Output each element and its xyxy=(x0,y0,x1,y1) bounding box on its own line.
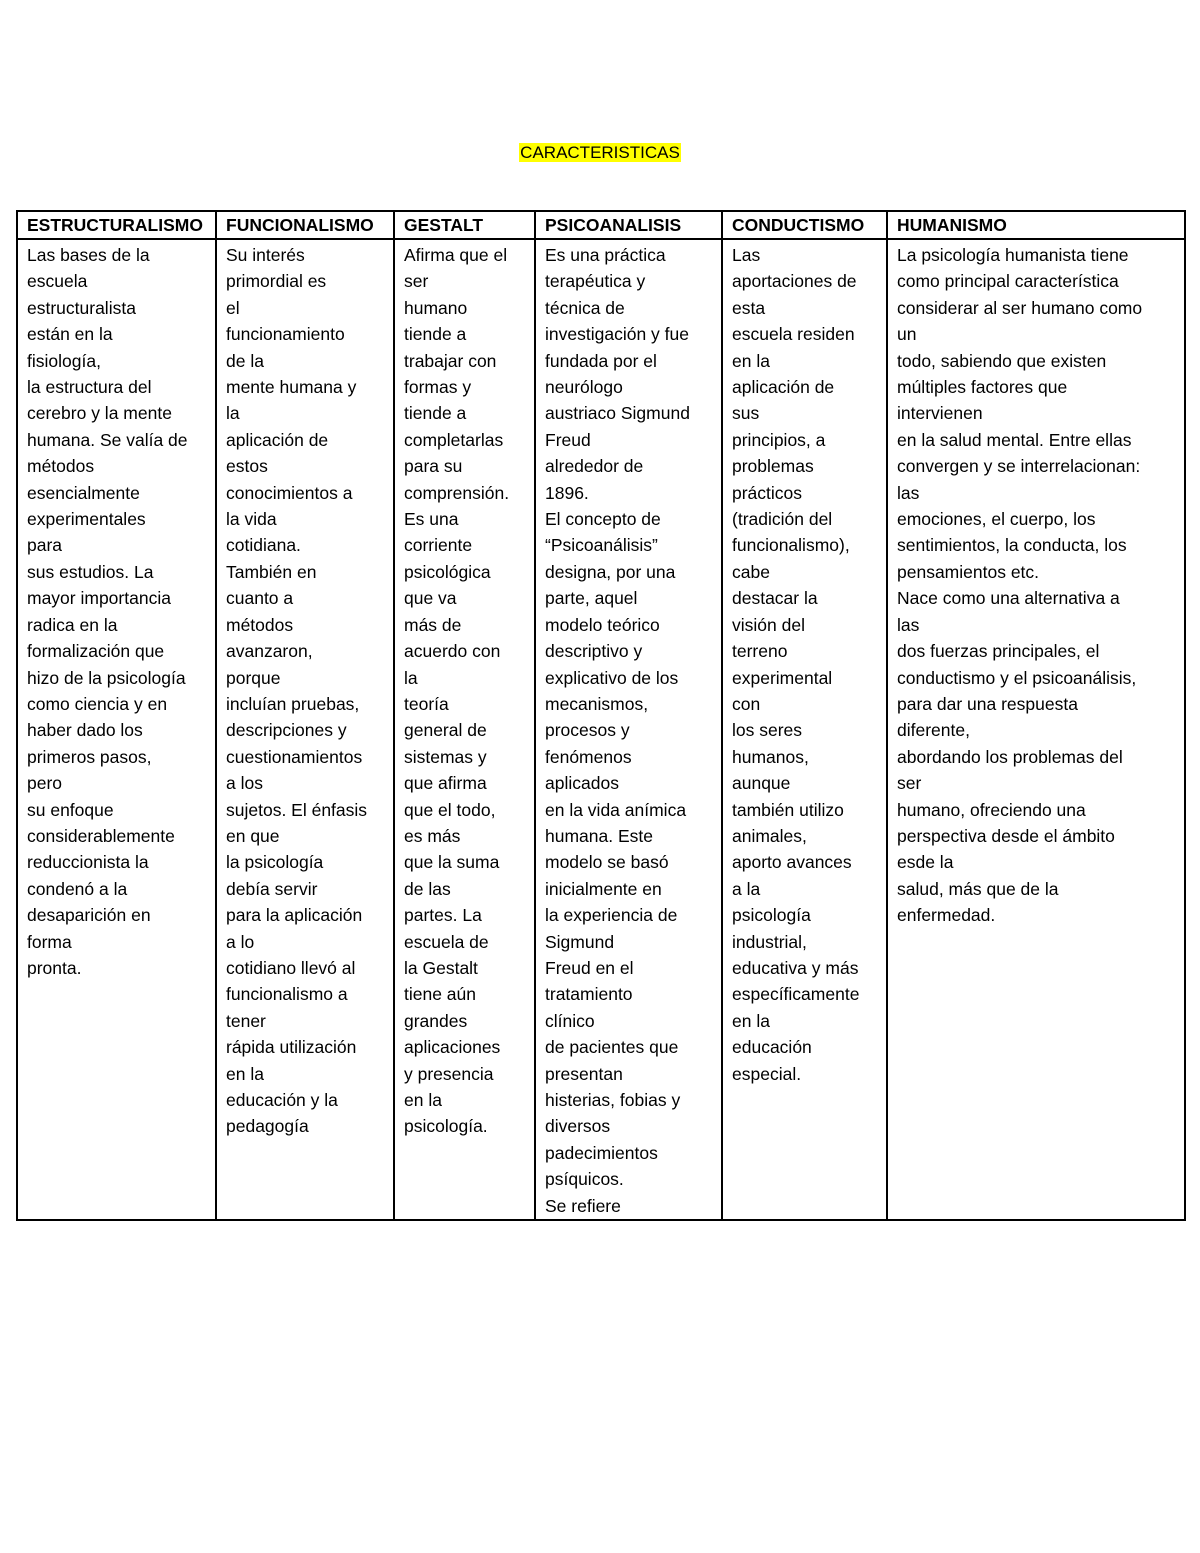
cell-text-line: de las xyxy=(404,878,451,899)
cell-text-line: primordial es xyxy=(226,271,327,292)
cell-text-line: completarlas xyxy=(404,429,504,450)
cell-text-line: que afirma xyxy=(404,773,487,794)
cell-text-line: Es una xyxy=(404,509,459,530)
cell-text-line: y presencia xyxy=(404,1063,494,1084)
cell-text-line: convergen y se interrelacionan: xyxy=(897,456,1141,477)
cell-text-line: terreno xyxy=(732,641,788,662)
cell-text-line: tiene aún xyxy=(404,984,477,1005)
cell-text-line: estos xyxy=(226,456,268,477)
cell-text-line: para la aplicación xyxy=(226,905,363,926)
cell-text-line: teoría xyxy=(404,693,449,714)
cell-text-line: perspectiva desde el ámbito xyxy=(897,825,1115,846)
cell-text-line: esencialmente xyxy=(27,482,140,503)
cell-text-line: estructuralista xyxy=(27,297,136,318)
cell-text-line: aplicados xyxy=(545,773,619,794)
cell-text-line: ser xyxy=(897,773,922,794)
cell-text-line: prácticos xyxy=(732,482,803,503)
cell-gestalt xyxy=(394,239,535,1220)
cell-text-line: problemas xyxy=(732,456,814,477)
header-gestalt: GESTALT xyxy=(394,211,535,239)
cell-text-line: humano xyxy=(404,297,468,318)
cell-text-line: psicología xyxy=(732,905,811,926)
document-title xyxy=(0,142,1200,164)
cell-text-line: la vida xyxy=(226,509,277,530)
cell-text-line: parte, aquel xyxy=(545,588,638,609)
cell-text-line: También en xyxy=(226,561,317,582)
cell-text-line: corriente xyxy=(404,535,473,556)
cell-text-line: condenó a la xyxy=(27,878,128,899)
cell-text-line: que va xyxy=(404,588,457,609)
cell-text-line: cotidiano llevó al xyxy=(226,957,356,978)
cell-text-line: psicología. xyxy=(404,1116,488,1137)
cell-text-line: formalización que xyxy=(27,641,165,662)
cell-text-line: que la suma xyxy=(404,852,500,873)
cell-text-line: tener xyxy=(226,1010,266,1031)
cell-text-line: en la xyxy=(404,1090,442,1110)
cell-text-line: sus xyxy=(732,403,760,424)
cell-text-line: conductismo y el psicoanálisis, xyxy=(897,667,1137,688)
cell-text-line: más de xyxy=(404,614,462,635)
cell-text-line: específicamente xyxy=(732,984,860,1005)
cell-text-line: múltiples factores que xyxy=(897,377,1068,398)
cell-text-line: haber dado los xyxy=(27,720,143,741)
cell-text-line: pronta. xyxy=(27,957,82,978)
cell-text-line: conocimientos a xyxy=(226,482,353,503)
cell-text-line: diversos xyxy=(545,1116,611,1137)
cell-text-line: especial. xyxy=(732,1063,802,1084)
cell-text-line: padecimientos xyxy=(545,1142,658,1163)
cell-text-line: investigación y fue xyxy=(545,324,689,345)
cell-text-line: escuela de xyxy=(404,931,489,952)
cell-text-line: sistemas y xyxy=(404,746,487,767)
cell-text-line: acuerdo con xyxy=(404,641,501,662)
cell-text-line: experimentales xyxy=(27,509,146,530)
cell-text-line: modelo teórico xyxy=(545,614,660,635)
cell-text-line: alrededor de xyxy=(545,456,644,477)
cell-text-line: todo, sabiendo que existen xyxy=(897,350,1107,371)
header-funcionalismo: FUNCIONALISMO xyxy=(216,211,394,239)
cell-text-line: considerar al ser humano como xyxy=(897,297,1143,318)
cell-text-line: un xyxy=(897,324,917,345)
cell-text-line: para xyxy=(27,535,63,556)
cell-text-line: grandes xyxy=(404,1010,468,1031)
cell-text-line: tiende a xyxy=(404,324,467,345)
cell-text-line: Freud xyxy=(545,429,591,450)
cell-text-line: cerebro y la mente xyxy=(27,403,172,424)
cell-text-line: en la xyxy=(226,1063,264,1084)
cell-text-line: emociones, el cuerpo, los xyxy=(897,509,1096,530)
cell-text-line: pero xyxy=(27,773,63,794)
cell-text-line: métodos xyxy=(226,614,294,635)
cell-text-line: esde la xyxy=(897,852,954,873)
cell-text-line: abordando los problemas del xyxy=(897,746,1123,767)
cell-text-line: sujetos. El énfasis xyxy=(226,799,368,820)
cell-text-line: Sigmund xyxy=(545,931,615,952)
cell-text-line: a lo xyxy=(226,931,255,952)
cell-text-line: Freud en el xyxy=(545,957,634,978)
cell-text-line: con xyxy=(732,693,761,714)
cell-text-line: humanos, xyxy=(732,746,809,767)
cell-text-line: psicológica xyxy=(404,561,491,582)
cell-text-line: para dar una respuesta xyxy=(897,693,1078,714)
cell-text-line: en que xyxy=(226,825,280,846)
cell-text-line: considerablemente xyxy=(27,825,175,846)
cell-funcionalismo xyxy=(216,239,394,1220)
cell-text-line: (tradición del xyxy=(732,509,833,530)
table-body-row xyxy=(17,239,1185,1220)
cell-text-line: visión del xyxy=(732,614,805,635)
cell-text-line: aunque xyxy=(732,773,791,794)
cell-text-line: fisiología, xyxy=(27,350,101,371)
cell-text-line: a los xyxy=(226,773,263,794)
cell-text-line: humana. Este xyxy=(545,825,653,846)
cell-text-line: en la xyxy=(732,350,770,371)
cell-text-line: funcionalismo a xyxy=(226,984,348,1005)
header-estructuralismo: ESTRUCTURALISMO xyxy=(17,211,216,239)
cell-text-line: sus estudios. La xyxy=(27,561,154,582)
cell-text-line: la xyxy=(226,403,240,424)
cell-text-line: sentimientos, la conducta, los xyxy=(897,535,1127,556)
cell-text-line: educativa y más xyxy=(732,957,859,978)
cell-text-line: designa, por una xyxy=(545,561,676,582)
cell-text-line: las xyxy=(897,614,920,635)
cell-text-line: desaparición en xyxy=(27,905,151,926)
cell-text-line: destacar la xyxy=(732,588,818,609)
cell-text-line: clínico xyxy=(545,1010,595,1031)
cell-text-line: partes. La xyxy=(404,905,482,926)
cell-text-line: esta xyxy=(732,297,766,318)
cell-text-line: general de xyxy=(404,720,487,741)
cell-text-line: la xyxy=(404,667,418,688)
cell-text-line: 1896. xyxy=(545,482,589,503)
cell-text-line: salud, más que de la xyxy=(897,878,1059,899)
document-title-text: CARACTERISTICAS xyxy=(520,143,680,162)
cell-text-line: formas y xyxy=(404,377,472,398)
cell-text-line: aporto avances xyxy=(732,852,852,873)
cell-text-line: rápida utilización xyxy=(226,1037,357,1058)
cell-text-line: están en la xyxy=(27,324,113,345)
cell-text-line: en la xyxy=(732,1010,770,1031)
header-conductismo: CONDUCTISMO xyxy=(722,211,887,239)
cell-text-line: debía servir xyxy=(226,878,318,899)
cell-text-line: histerias, fobias y xyxy=(545,1090,681,1110)
cell-text-line: aplicación de xyxy=(226,429,329,450)
cell-text-line: intervienen xyxy=(897,403,983,424)
cell-text-line: su enfoque xyxy=(27,799,114,820)
characteristics-table xyxy=(16,210,1186,1221)
table-header-row xyxy=(17,211,1185,239)
cell-estructuralismo xyxy=(17,239,216,1220)
cell-text-line: El concepto de xyxy=(545,509,661,530)
cell-text-line: humana. Se valía de xyxy=(27,429,188,450)
cell-text-line: “Psicoanálisis” xyxy=(545,535,658,556)
cell-text-line: animales, xyxy=(732,825,807,846)
cell-text-line: de pacientes que xyxy=(545,1037,679,1058)
cell-text-line: industrial, xyxy=(732,931,807,952)
header-psicoanalisis: PSICOANALISIS xyxy=(535,211,722,239)
cell-text-line: neurólogo xyxy=(545,377,623,398)
cell-text-line: en la salud mental. Entre ellas xyxy=(897,429,1132,450)
cell-text-line: explicativo de los xyxy=(545,667,679,688)
cell-text-line: de la xyxy=(226,350,264,371)
cell-text-line: avanzaron, xyxy=(226,641,313,662)
header-humanismo: HUMANISMO xyxy=(887,211,1185,239)
cell-text-line: tiende a xyxy=(404,403,467,424)
cell-text-line: mecanismos, xyxy=(545,693,649,714)
cell-text-line: trabajar con xyxy=(404,350,497,371)
cell-text-line: dos fuerzas principales, el xyxy=(897,641,1100,662)
cell-text-line: terapéutica y xyxy=(545,271,646,292)
cell-text-line: procesos y xyxy=(545,720,630,741)
cell-text-line: como principal característica xyxy=(897,271,1119,292)
cell-text-line: cotidiana. xyxy=(226,535,301,556)
cell-text-line: cuestionamientos xyxy=(226,746,363,767)
cell-text-line: para su xyxy=(404,456,463,477)
cell-text-line: radica en la xyxy=(27,614,118,635)
cell-text-line: Se refiere xyxy=(545,1195,621,1216)
cell-text-line: hizo de la psicología xyxy=(27,667,186,688)
cell-text-line: mente humana y xyxy=(226,377,357,398)
cell-text-line: escuela xyxy=(27,271,88,292)
cell-text-line: funcionalismo), xyxy=(732,535,850,556)
cell-text-line: aplicaciones xyxy=(404,1037,501,1058)
cell-text-line: pedagogía xyxy=(226,1116,309,1137)
cell-text-line: aplicación de xyxy=(732,377,835,398)
cell-text-line: funcionamiento xyxy=(226,324,345,345)
cell-text-line: educación xyxy=(732,1037,812,1058)
cell-text-line: mayor importancia xyxy=(27,588,171,609)
cell-text-line: Afirma que el xyxy=(404,245,508,265)
cell-text-line: Las bases de la xyxy=(27,245,150,265)
cell-text-line: porque xyxy=(226,667,281,688)
cell-text-line: forma xyxy=(27,931,72,952)
cell-text-line: presentan xyxy=(545,1063,623,1084)
cell-text-line: la psicología xyxy=(226,852,324,873)
cell-text-line: Nace como una alternativa a xyxy=(897,588,1120,609)
cell-text-line: que el todo, xyxy=(404,799,496,820)
cell-text-line: Las xyxy=(732,245,761,265)
cell-text-line: como ciencia y en xyxy=(27,693,168,714)
cell-text-line: modelo se basó xyxy=(545,852,669,873)
cell-text-line: escuela residen xyxy=(732,324,855,345)
cell-text-line: Su interés xyxy=(226,245,305,265)
cell-text-line: descriptivo y xyxy=(545,641,643,662)
cell-text-line: experimental xyxy=(732,667,833,688)
cell-text-line: austriaco Sigmund xyxy=(545,403,690,424)
cell-text-line: métodos xyxy=(27,456,95,477)
cell-text-line: humano, ofreciendo una xyxy=(897,799,1086,820)
cell-text-line: reduccionista la xyxy=(27,852,149,873)
cell-conductismo xyxy=(722,239,887,1220)
cell-text-line: principios, a xyxy=(732,429,826,450)
cell-text-line: comprensión. xyxy=(404,482,510,503)
cell-text-line: diferente, xyxy=(897,720,970,741)
cell-text-line: la experiencia de xyxy=(545,905,678,926)
cell-text-line: a la xyxy=(732,878,761,899)
cell-psicoanalisis xyxy=(535,239,722,1220)
cell-humanismo xyxy=(887,239,1185,1220)
cell-text-line: aportaciones de xyxy=(732,271,857,292)
cell-text-line: cuanto a xyxy=(226,588,294,609)
cell-text-line: primeros pasos, xyxy=(27,746,152,767)
cell-text-line: educación y la xyxy=(226,1090,338,1110)
cell-text-line: también utilizo xyxy=(732,799,844,820)
cell-text-line: descripciones y xyxy=(226,720,347,741)
cell-text-line: Es una práctica xyxy=(545,245,666,265)
cell-text-line: el xyxy=(226,297,240,318)
cell-text-line: fenómenos xyxy=(545,746,632,767)
cell-text-line: enfermedad. xyxy=(897,905,996,926)
cell-text-line: ser xyxy=(404,271,429,292)
cell-text-line: los seres xyxy=(732,720,803,741)
cell-text-line: técnica de xyxy=(545,297,625,318)
cell-text-line: en la vida anímica xyxy=(545,799,687,820)
cell-text-line: es más xyxy=(404,825,461,846)
cell-text-line: pensamientos etc. xyxy=(897,561,1040,582)
cell-text-line: inicialmente en xyxy=(545,878,662,899)
cell-text-line: la Gestalt xyxy=(404,957,478,978)
cell-text-line: incluían pruebas, xyxy=(226,693,360,714)
cell-text-line: fundada por el xyxy=(545,350,657,371)
cell-text-line: la estructura del xyxy=(27,377,152,398)
cell-text-line: La psicología humanista tiene xyxy=(897,245,1129,265)
cell-text-line: cabe xyxy=(732,561,770,582)
cell-text-line: las xyxy=(897,482,920,503)
cell-text-line: psíquicos. xyxy=(545,1169,624,1190)
cell-text-line: tratamiento xyxy=(545,984,633,1005)
